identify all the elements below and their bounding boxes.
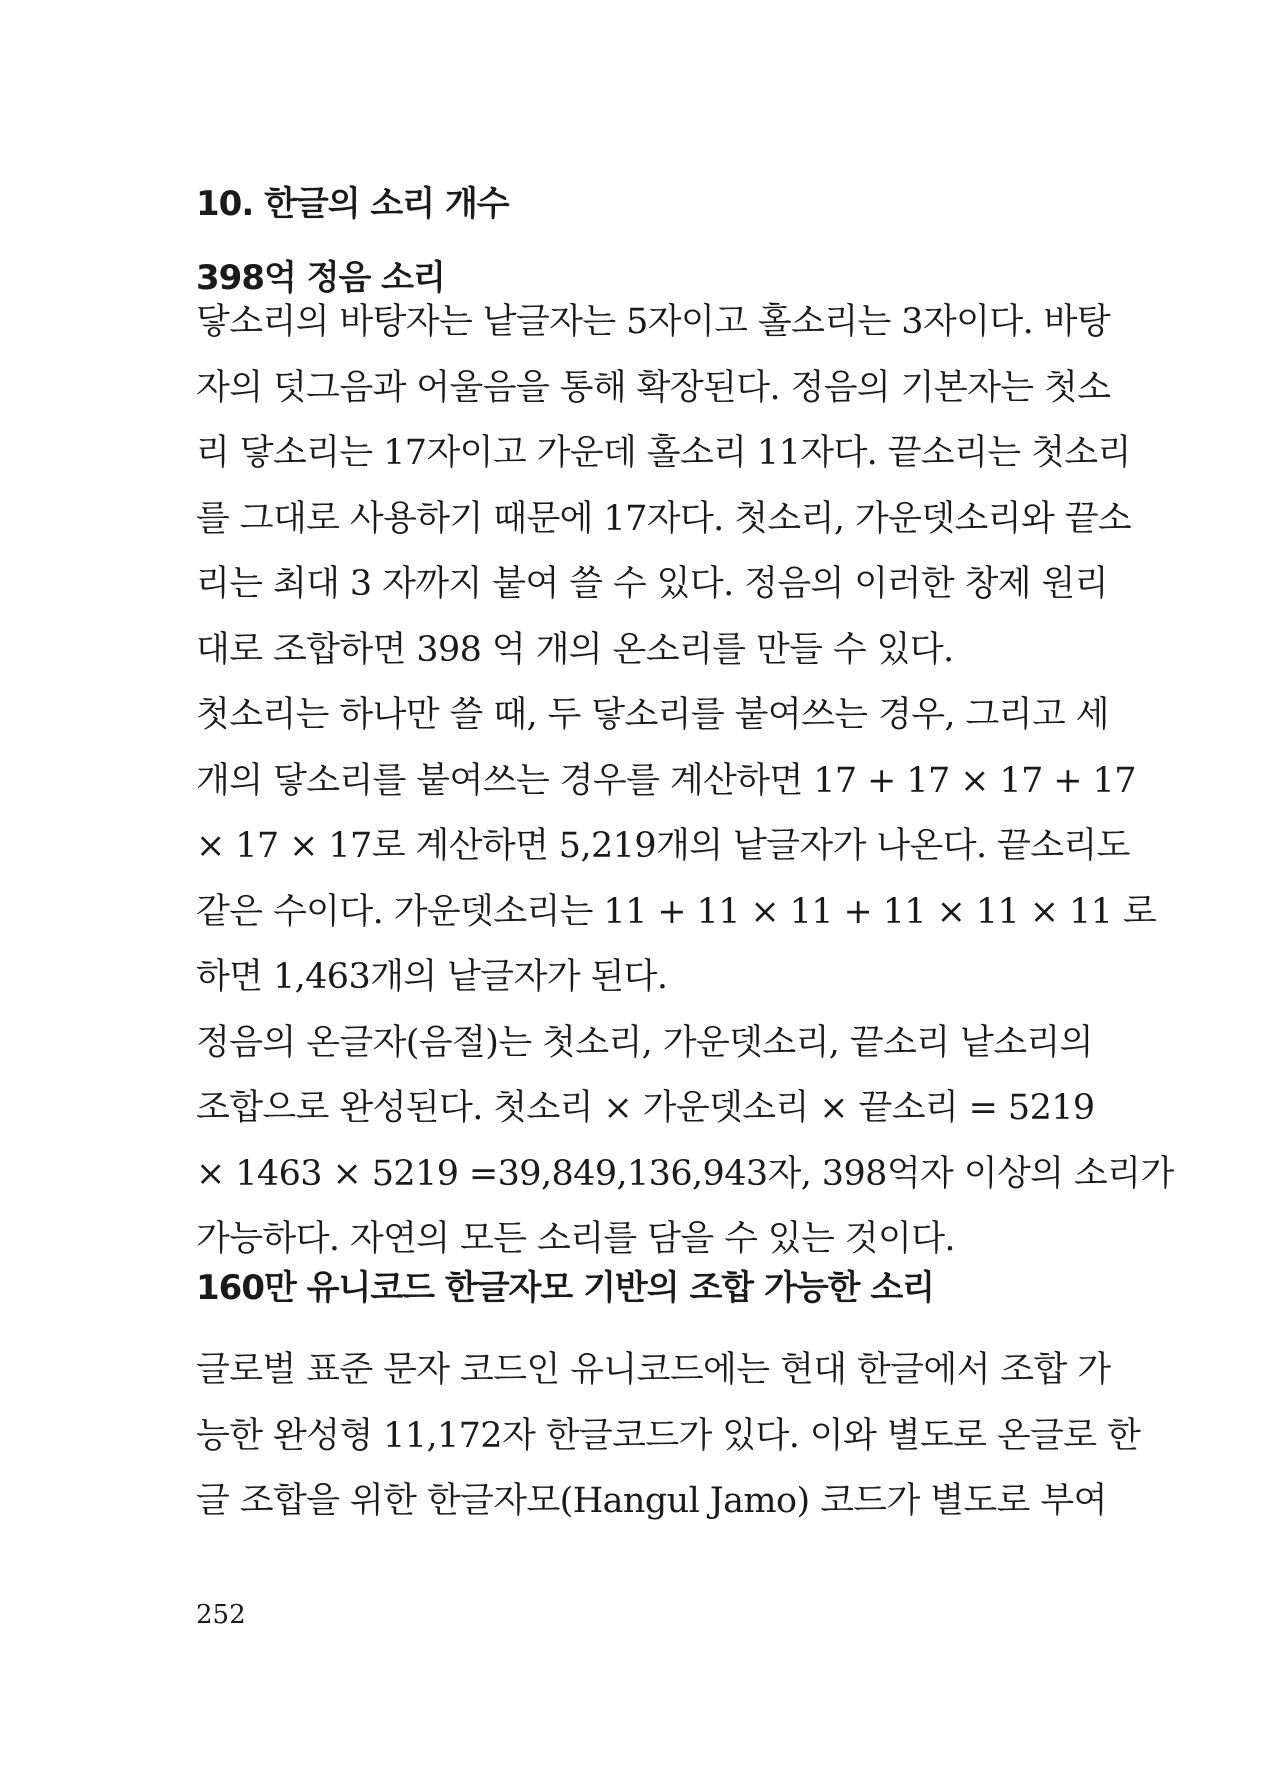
body-line: 대로 조합하면 398 억 개의 온소리를 만들 수 있다. xyxy=(196,629,954,670)
body-line: × 17 × 17로 계산하면 5,219개의 낱글자가 나온다. 끝소리도 xyxy=(196,826,1130,866)
body-line: 리 닿소리는 17자이고 가운데 홀소리 11자다. 끝소리는 첫소리 xyxy=(196,433,1131,473)
section-heading-398: 398억 정음 소리 xyxy=(196,258,445,298)
body-line: 글 조합을 위한 한글자모(Hangul Jamo) 코드가 별도로 부여 xyxy=(196,1481,1107,1521)
body-line: 첫소리는 하나만 쓸 때, 두 닿소리를 붙여쓰는 경우, 그리고 세 xyxy=(196,695,1109,735)
body-line: 를 그대로 사용하기 때문에 17자다. 첫소리, 가운뎃소리와 끝소 xyxy=(196,498,1132,539)
body-line: 리는 최대 3 자까지 붙여 쓸 수 있다. 정음의 이러한 창제 원리 xyxy=(196,564,1108,604)
section-body-398 xyxy=(196,290,1174,1273)
body-line: × 1463 × 5219 =39,849,136,943자, 398억자 이상의 소리가 xyxy=(196,1153,1174,1194)
body-line: 하면 1,463개의 낱글자가 된다. xyxy=(196,957,668,997)
body-line: 정음의 온글자(음절)는 첫소리, 가운뎃소리, 끝소리 낱소리의 xyxy=(196,1022,1093,1063)
body-line: 개의 닿소리를 붙여쓰는 경우를 계산하면 17 + 17 × 17 + 17 xyxy=(196,760,1136,801)
body-line: 능한 완성형 11,172자 한글코드가 있다. 이와 별도로 온글로 한 xyxy=(196,1415,1141,1456)
section-heading-unicode: 160만 유니코드 한글자모 기반의 조합 가능한 소리 xyxy=(196,1268,935,1308)
section-body-unicode xyxy=(196,1338,1141,1535)
body-line: 같은 수이다. 가운뎃소리는 11 + 11 × 11 + 11 × 11 × 11 로 xyxy=(196,891,1157,932)
body-line: 조합으로 완성된다. 첫소리 × 가운뎃소리 × 끝소리 = 5219 xyxy=(196,1088,1095,1128)
body-line: 가능하다. 자연의 모든 소리를 담을 수 있는 것이다. xyxy=(196,1219,955,1259)
page-number: 252 xyxy=(196,1600,246,1630)
body-line: 닿소리의 바탕자는 낱글자는 5자이고 홀소리는 3자이다. 바탕 xyxy=(196,302,1111,342)
body-line: 자의 덧그음과 어울음을 통해 확장된다. 정음의 기본자는 첫소 xyxy=(196,367,1111,408)
chapter-title: 10. 한글의 소리 개수 xyxy=(196,184,509,224)
body-line: 글로벌 표준 문자 코드인 유니코드에는 현대 한글에서 조합 가 xyxy=(196,1350,1111,1390)
